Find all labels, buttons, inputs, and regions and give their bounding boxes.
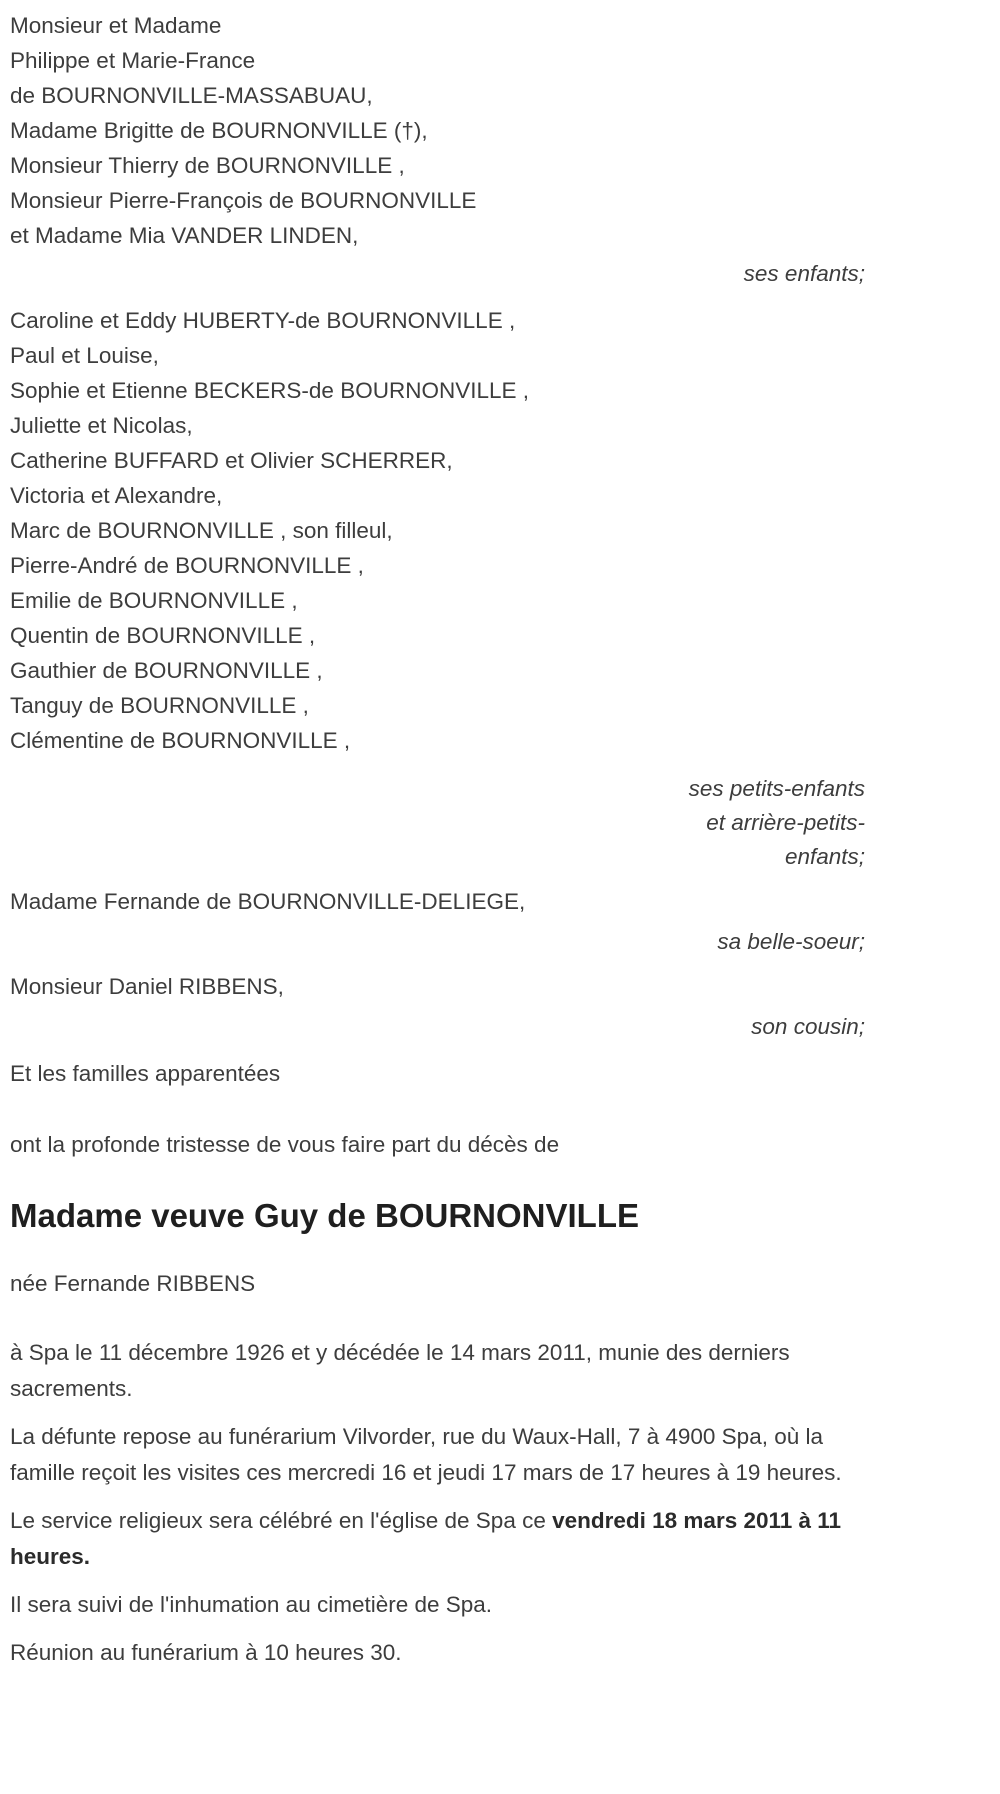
text-line: Victoria et Alexandre, — [10, 483, 223, 508]
grandchildren-names-block — [10, 303, 865, 758]
relation-cousin-label: son cousin; — [751, 1014, 865, 1039]
text-line: Tanguy de BOURNONVILLE , — [10, 693, 309, 718]
text-line: Marc de BOURNONVILLE , son filleul, — [10, 518, 393, 543]
text-line: de BOURNONVILLE-MASSABUAU, — [10, 83, 373, 108]
relation-grandchildren-line: ses petits-enfants — [688, 776, 865, 801]
maiden-name-line: née Fernande RIBBENS — [10, 1271, 256, 1296]
text-line: Emilie de BOURNONVILLE , — [10, 588, 298, 613]
text-line: Paul et Louise, — [10, 343, 159, 368]
paragraph-inhumation: Il sera suivi de l'inhumation au cimetière de Spa. — [10, 1592, 493, 1617]
text-line: Caroline et Eddy HUBERTY-de BOURNONVILLE , — [10, 308, 516, 333]
text-line: Clémentine de BOURNONVILLE , — [10, 728, 351, 753]
text-line: Quentin de BOURNONVILLE , — [10, 623, 316, 648]
text-line: Monsieur Pierre-François de BOURNONVILLE — [10, 188, 477, 213]
paragraph-service — [10, 1503, 865, 1575]
cousin-line: Monsieur Daniel RIBBENS, — [10, 974, 284, 999]
relation-grandchildren-block — [10, 772, 865, 874]
relation-sister-in-law-label: sa belle-soeur; — [717, 929, 865, 954]
relation-children-label: ses enfants; — [743, 261, 865, 286]
text-line: Madame Brigitte de BOURNONVILLE (†), — [10, 118, 428, 143]
text-line: Sophie et Etienne BECKERS-de BOURNONVILLE , — [10, 378, 529, 403]
text-line: Monsieur et Madame — [10, 13, 222, 38]
children-names-block — [10, 8, 865, 253]
text-line: Monsieur Thierry de BOURNONVILLE , — [10, 153, 405, 178]
paragraph-birth-death: à Spa le 11 décembre 1926 et y décédée le 14 mars 2011, munie des derniers sacrements. — [10, 1340, 790, 1401]
paragraph-funerarium: La défunte repose au funérarium Vilvorder, rue du Waux-Hall, 7 à 4900 Spa, où la famille reçoit les visites ces mercredi 16 et jeudi 17 mars de 17 heures à 19 heures. — [10, 1424, 842, 1485]
deceased-name-heading: Madame veuve Guy de BOURNONVILLE — [10, 1197, 639, 1234]
text-line: et Madame Mia VANDER LINDEN, — [10, 223, 359, 248]
paragraph-service-normal-text: Le service religieux sera célébré en l'église de Spa ce — [10, 1508, 553, 1533]
text-line: Philippe et Marie-France — [10, 48, 256, 73]
text-line: Juliette et Nicolas, — [10, 413, 193, 438]
relation-grandchildren-line: enfants; — [784, 844, 865, 869]
relation-grandchildren-line: et arrière-petits- — [706, 810, 865, 835]
paragraph-reunion: Réunion au funérarium à 10 heures 30. — [10, 1640, 402, 1665]
families-line: Et les familles apparentées — [10, 1061, 281, 1086]
sister-in-law-line: Madame Fernande de BOURNONVILLE-DELIEGE, — [10, 889, 526, 914]
intro-line: ont la profonde tristesse de vous faire part du décès de — [10, 1132, 560, 1157]
text-line: Gauthier de BOURNONVILLE , — [10, 658, 323, 683]
paragraph-service-bold-date: vendredi 18 mars 2011 à 11 heures. — [10, 1508, 842, 1569]
text-line: Pierre-André de BOURNONVILLE , — [10, 553, 364, 578]
text-line: Catherine BUFFARD et Olivier SCHERRER, — [10, 448, 453, 473]
